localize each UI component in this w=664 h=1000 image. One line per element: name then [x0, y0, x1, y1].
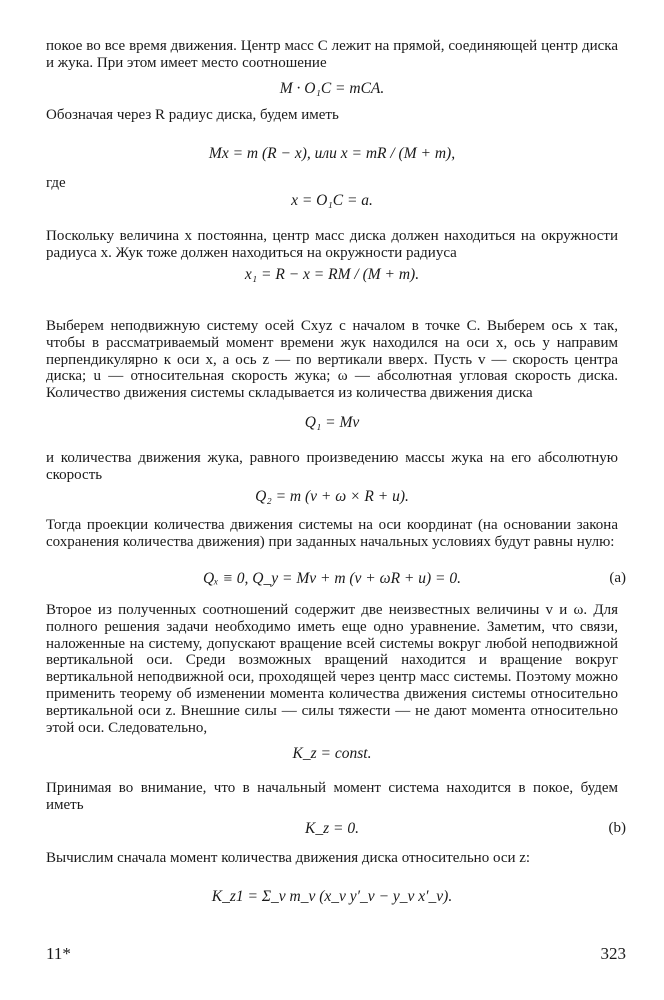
paragraph-2: Обозначая через R радиус диска, будем иметь: [46, 107, 339, 123]
equation-6: Q₂ = m (v + ω × R + u).: [255, 488, 409, 505]
equation-7: [0, 570, 664, 588]
paragraph-1: покое во все время движения. Центр масс C лежит на прямой, соединяющей центр диска и жука. При этом имеет место соотношение: [46, 38, 618, 71]
equation-7-text: Qₓ ≡ 0, Q_y = Mv + m (v + ωR + u) = 0.: [202, 570, 462, 587]
equation-9-text: K_z = 0.: [305, 820, 359, 837]
equation-7-label: (a): [609, 570, 626, 586]
paragraph-10: Вычислим сначала момент количества движения диска относительно оси z:: [46, 850, 531, 866]
equation-2: Mx = m (R − x), или x = mR / (M + m),: [208, 145, 456, 162]
equation-9-label: (b): [608, 820, 626, 836]
equation-1: M · O₁C = mCA.: [279, 80, 385, 97]
equation-5: Q₁ = Mv: [304, 414, 360, 431]
page-number: 323: [600, 944, 626, 963]
paragraph-8: Второе из полученных соотношений содержит две неизвестных величины v и ω. Для полного решения задачи необходимо иметь еще одно уравнение. Заметим, что связи, наложенные на систему, допускают вращение всей системы вокруг любой неподвижной вертикальной оси. Среди возможных вращений находится и вращение вокруг вертикальной неподвижной оси, проходящей через центр масс системы. Поэтому можно применить теорему об изменении момента количества движения системы относительно вертикальной оси z. Внешние силы — силы тяжести — не дают момента относительно этой оси. Следовательно,: [46, 602, 618, 736]
paragraph-6: и количества движения жука, равного произведению массы жука на его абсолютную скорость: [46, 450, 618, 483]
equation-10: K_z1 = Σ_ν m_ν (x_ν y′_ν − y_ν x′_ν).: [211, 888, 453, 905]
paragraph-9: Принимая во внимание, что в начальный момент система находится в покое, будем иметь: [46, 780, 618, 813]
equation-8: K_z = const.: [292, 745, 372, 762]
equation-3: x = O₁C = a.: [291, 192, 373, 209]
equation-9: [0, 820, 664, 838]
paragraph-5: Выберем неподвижную систему осей Cxyz с началом в точке C. Выберем ось x так, чтобы в рассматриваемый момент времени жук находился на оси x, ось y направим перпендикулярно к оси x, а ось z — по вертикали вверх. Пусть v — скорость центра диска; u — относительная скорость жука; ω — абсолютная угловая скорость диска. Количество движения системы складывается из количества движения диска: [46, 318, 618, 402]
paragraph-3: где: [46, 175, 66, 191]
signature-mark: 11*: [46, 944, 71, 963]
paragraph-7: Тогда проекции количества движения системы на оси координат (на основании закона сохранения количества движения) при заданных начальных условиях будут равны нулю:: [46, 517, 618, 550]
equation-4: x₁ = R − x = RM / (M + m).: [244, 266, 420, 283]
paragraph-4: Поскольку величина x постоянна, центр масс диска должен находиться на окружности радиуса x. Жук тоже должен находиться на окружности радиуса: [46, 228, 618, 261]
